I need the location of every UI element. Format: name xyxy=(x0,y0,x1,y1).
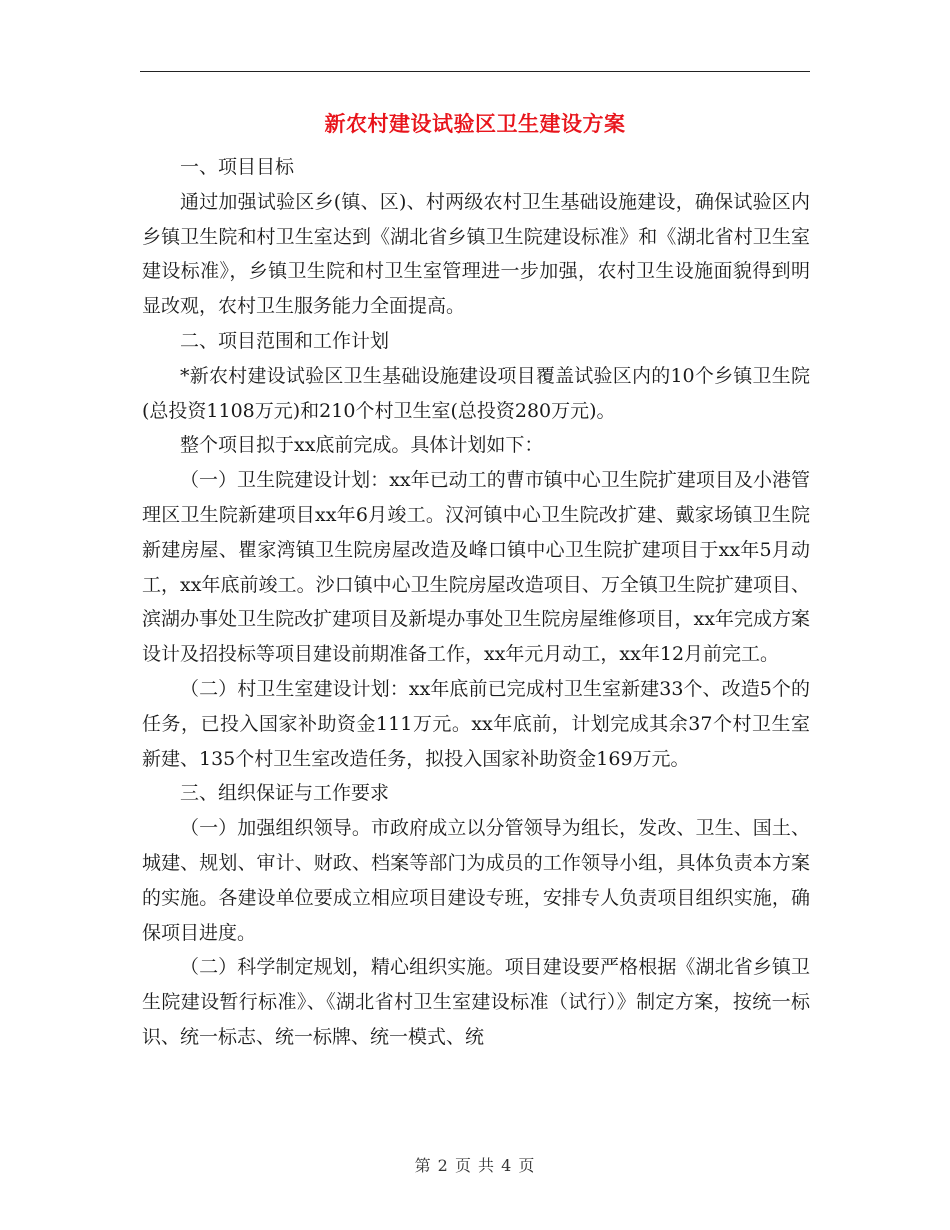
document-body xyxy=(142,150,810,1055)
document-title: 新农村建设试验区卫生建设方案 xyxy=(324,111,626,136)
heading-project-goal: 一、项目目标 xyxy=(180,156,295,178)
heading-organization: 三、组织保证与工作要求 xyxy=(180,782,390,805)
heading-scope-plan: 二、项目范围和工作计划 xyxy=(180,329,390,352)
header-rule xyxy=(140,71,810,72)
paragraph-clinic-plan: （二）村卫生室建设计划：xx年底前已完成村卫生室新建33个、改造5个的任务，已投入国家补助资金111万元。xx年底前，计划完成其余37个村卫生室新建、135个村卫生室改造任务，拟投入国家补助资金169万元。 xyxy=(142,677,810,770)
paragraph-leadership: （一）加强组织领导。市政府成立以分管领导为组长，发改、卫生、国土、城建、规划、审计、财政、档案等部门为成员的工作领导小组，具体负责本方案的实施。各建设单位要成立相应项目建设专班，安排专人负责项目组织实施，确保项目进度。 xyxy=(142,817,810,944)
paragraph-schedule: 整个项目拟于xx底前完成。具体计划如下： xyxy=(180,434,544,457)
paragraph-planning: （二）科学制定规划，精心组织实施。项目建设要严格根据《湖北省乡镇卫生院建设暂行标准》、《湖北省村卫生室建设标准（试行）》制定方案，按统一标识、统一标志、统一标牌、统一模式、统 xyxy=(142,956,810,1048)
paragraph-hospital-plan: （一）卫生院建设计划：xx年已动工的曹市镇中心卫生院扩建项目及小港管理区卫生院新建项目xx年6月竣工。汉河镇中心卫生院改扩建、戴家场镇卫生院新建房屋、瞿家湾镇卫生院房屋改造及峰口镇中心卫生院扩建项目于xx年5月动工，xx年底前竣工。沙口镇中心卫生院房屋改造项目、万全镇卫生院扩建项目、滨湖办事处卫生院改扩建项目及新堤办事处卫生院房屋维修项目，xx年完成方案设计及招投标等项目建设前期准备工作，xx年元月动工，xx年12月前完工。 xyxy=(142,469,810,666)
paragraph-project-goal: 通过加强试验区乡(镇、区)、村两级农村卫生基础设施建设，确保试验区内乡镇卫生院和村卫生室达到《湖北省乡镇卫生院建设标准》和《湖北省村卫生室建设标准》，乡镇卫生院和村卫生室管理进一步加强，农村卫生设施面貌得到明显改观，农村卫生服务能力全面提高。 xyxy=(142,190,810,318)
paragraph-scope: *新农村建设试验区卫生基础设施建设项目覆盖试验区内的10个乡镇卫生院(总投资1108万元)和210个村卫生室(总投资280万元)。 xyxy=(142,364,810,422)
page-footer: 第 2 页 共 4 页 xyxy=(414,1156,536,1175)
